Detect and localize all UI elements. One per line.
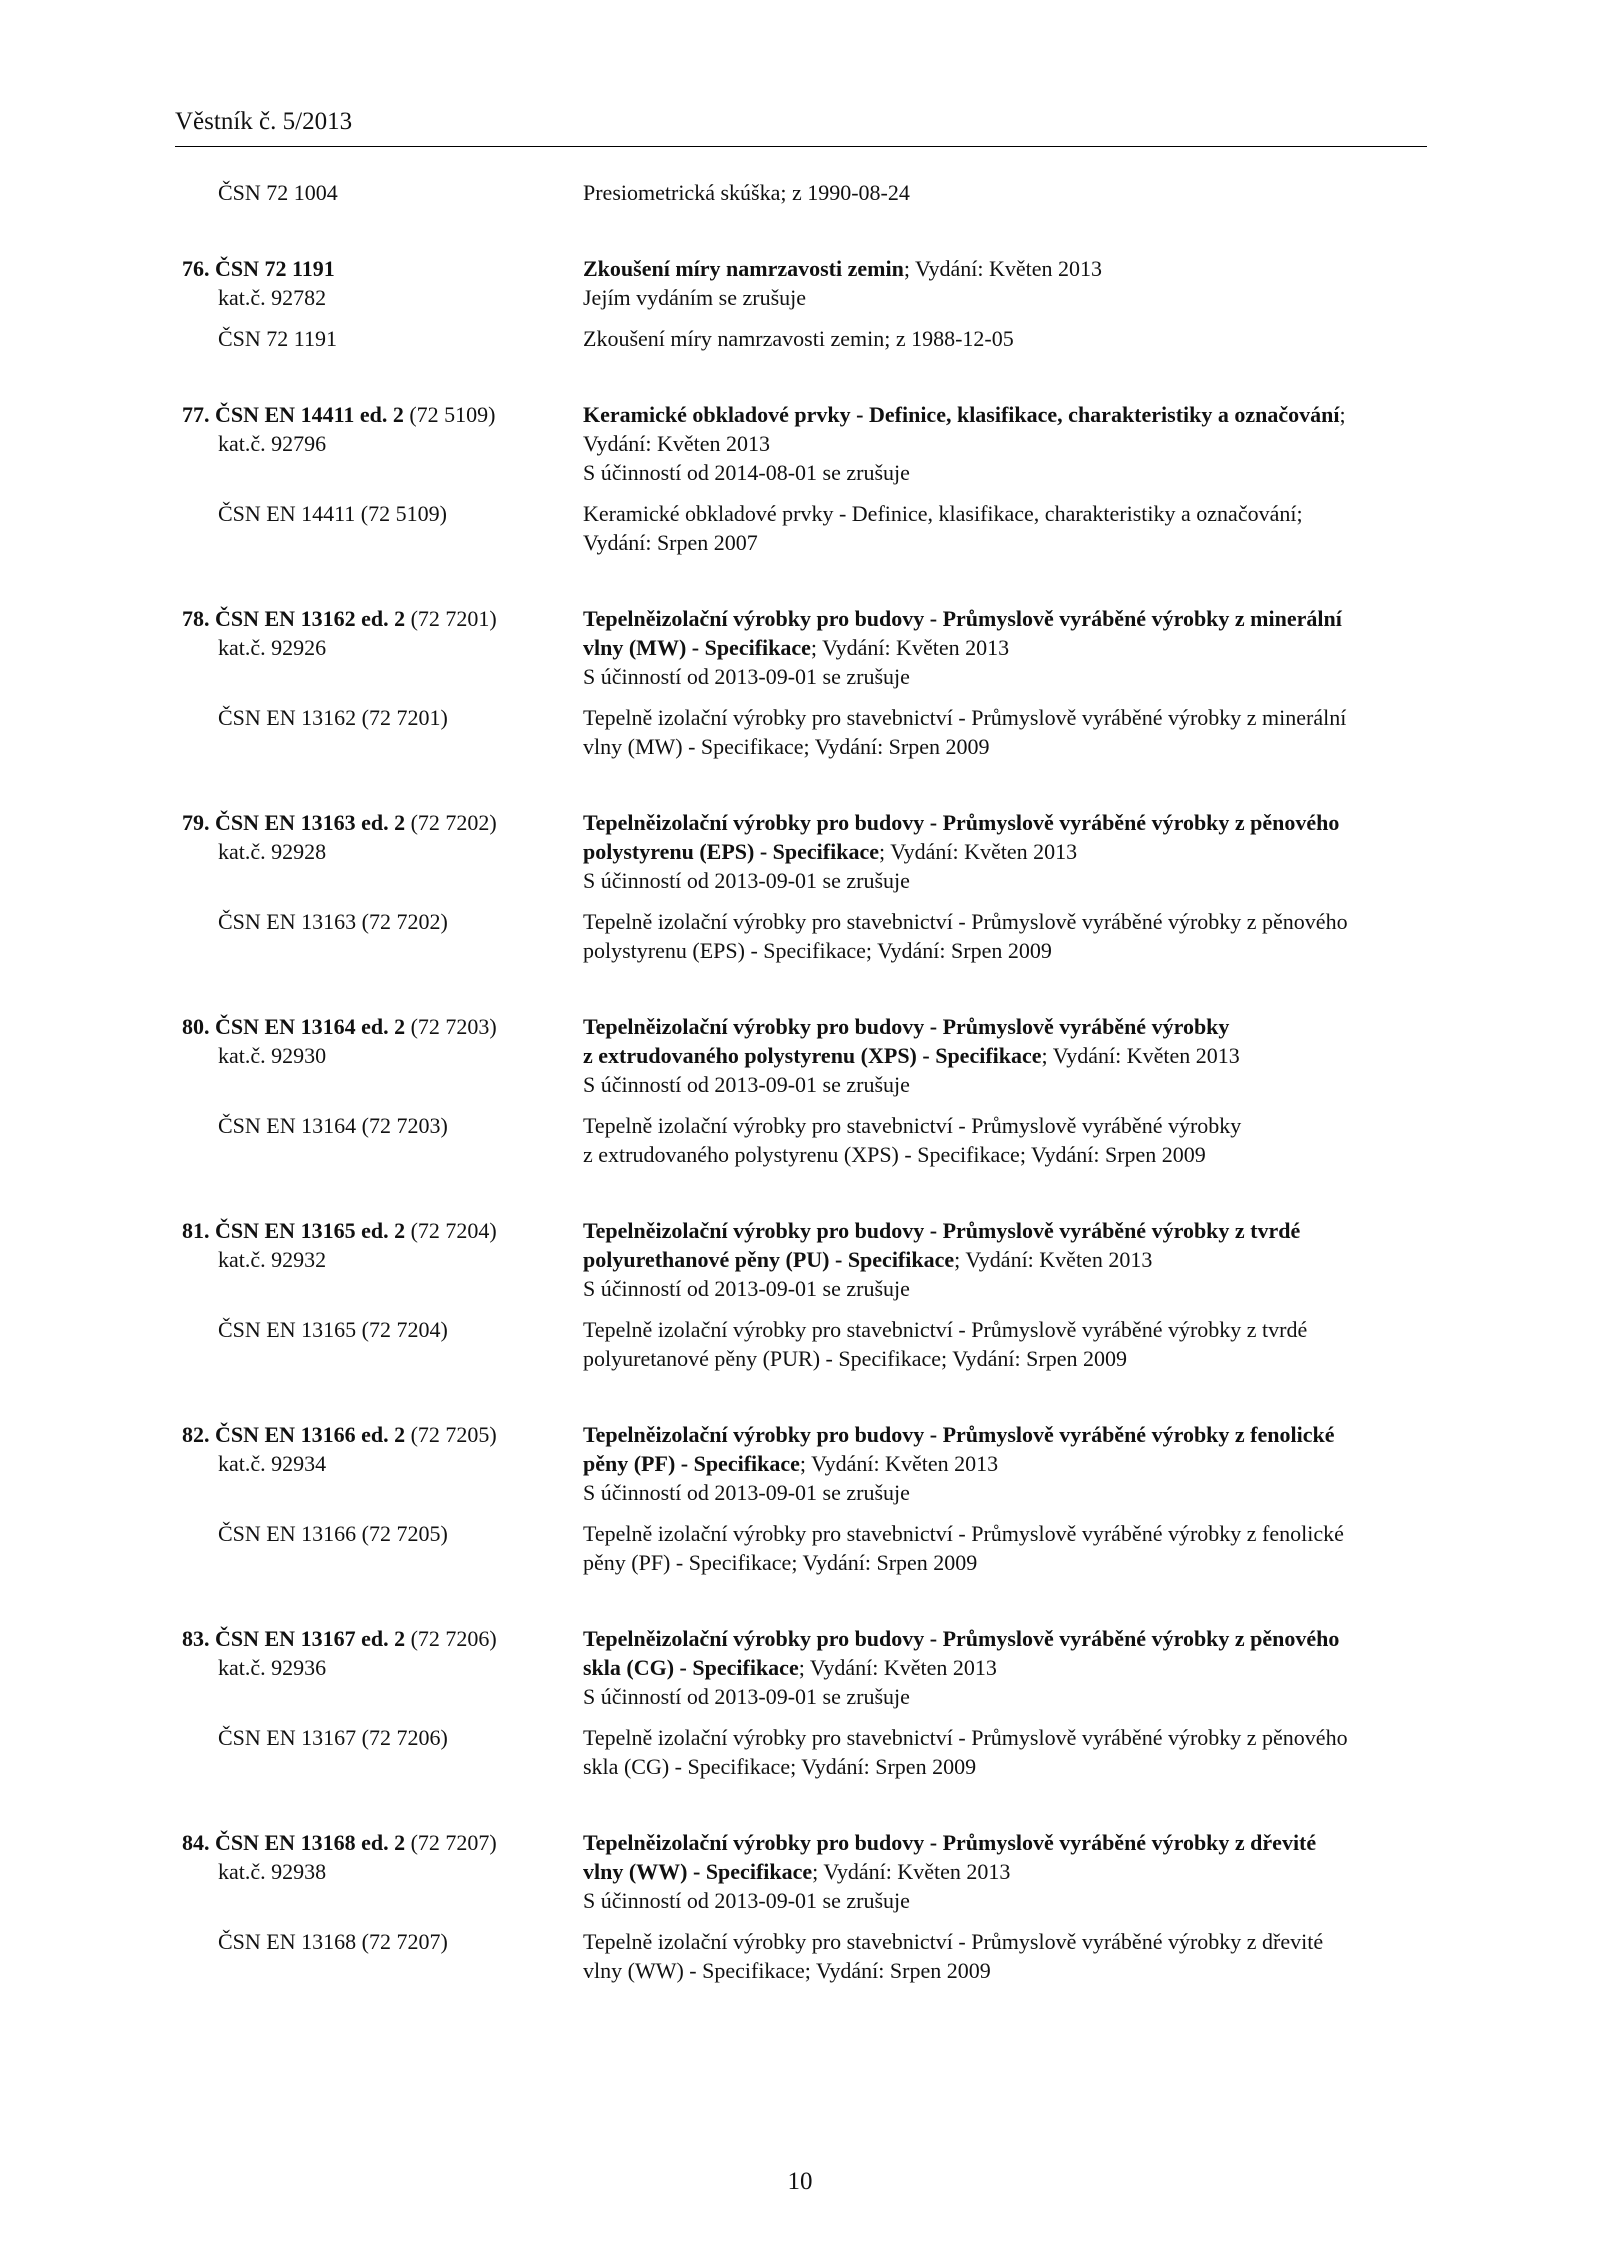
entry-title: Tepelněizolační výrobky pro budovy - Průmyslově vyráběné výrobky z minerální xyxy=(583,606,1342,631)
page-header-title: Věstník č. 5/2013 xyxy=(175,108,353,135)
empty-cell xyxy=(175,1956,583,1985)
entry-number: 81. xyxy=(182,1218,210,1243)
standard-entry xyxy=(175,1577,1427,1781)
entry-spacer xyxy=(175,965,1427,1012)
sub-spacer xyxy=(175,312,1427,324)
entry-title-cont: vlny (MW) - Specifikace xyxy=(583,635,811,660)
entry-spacer xyxy=(175,1577,1427,1624)
old-standard-line1: Keramické obkladové prvky - Definice, klasifikace, charakteristiky a označování; xyxy=(583,501,1303,526)
entry-title-cell xyxy=(583,1216,1427,1245)
entry-title-cell xyxy=(583,808,1427,837)
standard-entry xyxy=(175,1373,1427,1577)
entry-cat-row xyxy=(175,1857,1427,1886)
entry-status: S účinností od 2013-09-01 se zrušuje xyxy=(583,664,910,689)
old-standard-code: ČSN EN 13163 (72 7202) xyxy=(218,909,448,934)
old-standard-line1: Tepelně izolační výrobky pro stavebnictví - Průmyslově vyráběné výrobky xyxy=(583,1113,1242,1138)
old-standard-code: ČSN EN 13162 (72 7201) xyxy=(218,705,448,730)
sub-spacer xyxy=(175,895,1427,907)
old-standard-code: ČSN EN 13168 (72 7207) xyxy=(218,1929,448,1954)
old-entry-row-2 xyxy=(175,1344,1427,1373)
entry-number: 79. xyxy=(182,810,210,835)
entry-title-cell xyxy=(583,400,1427,429)
entry-cat: kat.č. 92930 xyxy=(218,1043,327,1068)
entry-cat-row xyxy=(175,429,1427,458)
entry-title-cell xyxy=(583,1624,1427,1653)
entry-issue-cont: Vydání: Květen 2013 xyxy=(583,431,770,456)
entry-title-cont-cell xyxy=(583,837,1427,866)
entry-status-row xyxy=(175,458,1427,487)
entry-issue-cont: ; Vydání: Květen 2013 xyxy=(798,1655,997,1680)
entry-code: ČSN EN 13162 ed. 2 xyxy=(215,606,406,631)
entry-status: S účinností od 2013-09-01 se zrušuje xyxy=(583,1276,910,1301)
empty-cell xyxy=(175,1140,583,1169)
entry-spacer xyxy=(175,1169,1427,1216)
entry-cat: kat.č. 92932 xyxy=(218,1247,327,1272)
entry-title-cell xyxy=(583,1012,1427,1041)
old-entry-row-2 xyxy=(175,1956,1427,1985)
entry-title-cont: polystyrenu (EPS) - Specifikace xyxy=(583,839,879,864)
entry-status-row xyxy=(175,1682,1427,1711)
entry-title-cont: z extrudovaného polystyrenu (XPS) - Specifikace xyxy=(583,1043,1042,1068)
entry-status: S účinností od 2013-09-01 se zrušuje xyxy=(583,1072,910,1097)
sub-spacer xyxy=(175,1915,1427,1927)
old-standard-line2: polyuretanové pěny (PUR) - Specifikace; Vydání: Srpen 2009 xyxy=(583,1346,1127,1371)
entry-issue-cont: ; Vydání: Květen 2013 xyxy=(812,1859,1011,1884)
entry-cat: kat.č. 92926 xyxy=(218,635,327,660)
entry-title-cell xyxy=(583,604,1427,633)
entry-issue-cont: ; Vydání: Květen 2013 xyxy=(810,635,1010,660)
entry-title-cont: polyurethanové pěny (PU) - Specifikace xyxy=(583,1247,955,1272)
entry-status-row xyxy=(175,1274,1427,1303)
empty-cell xyxy=(175,1886,583,1915)
standard-entry xyxy=(175,1781,1427,1985)
entry-title: Tepelněizolační výrobky pro budovy - Průmyslově vyráběné výrobky z tvrdé xyxy=(583,1218,1301,1243)
entry-cat-row xyxy=(175,283,1427,312)
entry-title-row xyxy=(175,1624,1427,1653)
old-standard-line2: pěny (PF) - Specifikace; Vydání: Srpen 2009 xyxy=(583,1550,978,1575)
entry-title-row xyxy=(175,604,1427,633)
old-standard-line1: Zkoušení míry namrzavosti zemin; z 1988-12-05 xyxy=(583,326,1014,351)
entry-title-cont: Jejím vydáním se zrušuje xyxy=(583,285,807,310)
entry-code-suffix: (72 7207) xyxy=(405,1830,497,1855)
entry-cat-row xyxy=(175,1449,1427,1478)
entry-code: ČSN EN 14411 ed. 2 xyxy=(215,402,404,427)
old-standard-line1: Tepelně izolační výrobky pro stavebnictví - Průmyslově vyráběné výrobky z minerální xyxy=(583,705,1347,730)
entry-code-cell xyxy=(175,1012,583,1041)
old-entry-row xyxy=(175,1723,1427,1752)
entry-status: S účinností od 2013-09-01 se zrušuje xyxy=(583,868,910,893)
entry-cat: kat.č. 92938 xyxy=(218,1859,327,1884)
sub-spacer xyxy=(175,1507,1427,1519)
old-entry-row xyxy=(175,907,1427,936)
old-standard-line1: Tepelně izolační výrobky pro stavebnictví - Průmyslově vyráběné výrobky z dřevité xyxy=(583,1929,1324,1954)
continued-row xyxy=(175,178,1427,207)
standard-entry xyxy=(175,353,1427,557)
entry-cat: kat.č. 92934 xyxy=(218,1451,327,1476)
entry-title-row xyxy=(175,254,1427,283)
entry-issue-cont: ; Vydání: Květen 2013 xyxy=(799,1451,999,1476)
entry-code: ČSN 72 1191 xyxy=(215,256,335,281)
entry-spacer xyxy=(175,353,1427,400)
entry-title-cont-cell xyxy=(583,283,1427,312)
entry-cat: kat.č. 92928 xyxy=(218,839,327,864)
entry-code-cell xyxy=(175,1624,583,1653)
sub-spacer xyxy=(175,1303,1427,1315)
old-standard-code: ČSN EN 13166 (72 7205) xyxy=(218,1521,448,1546)
entry-title-cell xyxy=(583,1420,1427,1449)
entry-cat: kat.č. 92782 xyxy=(218,285,327,310)
entry-cat-row xyxy=(175,1245,1427,1274)
entry-spacer xyxy=(175,1373,1427,1420)
sub-spacer xyxy=(175,487,1427,499)
entry-code-suffix: (72 7202) xyxy=(405,810,497,835)
empty-cell xyxy=(175,732,583,761)
entry-code: ČSN EN 13164 ed. 2 xyxy=(215,1014,406,1039)
entry-code-suffix: (72 7201) xyxy=(405,606,497,631)
entry-status-row xyxy=(175,1886,1427,1915)
old-entry-row-2 xyxy=(175,528,1427,557)
old-entry-row xyxy=(175,1315,1427,1344)
empty-cell xyxy=(175,662,583,691)
entry-code-cell xyxy=(175,1216,583,1245)
entry-code: ČSN EN 13168 ed. 2 xyxy=(215,1830,406,1855)
entry-code-cell xyxy=(175,1828,583,1857)
entry-code-cell xyxy=(175,808,583,837)
old-standard-code: ČSN EN 13165 (72 7204) xyxy=(218,1317,448,1342)
entry-status-row xyxy=(175,1478,1427,1507)
old-standard-line1: Tepelně izolační výrobky pro stavebnictví - Průmyslově vyráběné výrobky z tvrdé xyxy=(583,1317,1308,1342)
empty-cell xyxy=(175,1478,583,1507)
entry-code-cell xyxy=(175,1420,583,1449)
standard-entry xyxy=(175,965,1427,1169)
old-entry-row xyxy=(175,324,1427,353)
entry-title-cell xyxy=(583,254,1427,283)
standards-list xyxy=(175,178,1427,1985)
old-standard-line2: z extrudovaného polystyrenu (XPS) - Specifikace; Vydání: Srpen 2009 xyxy=(583,1142,1206,1167)
entry-title: Tepelněizolační výrobky pro budovy - Průmyslově vyráběné výrobky xyxy=(583,1014,1230,1039)
header-rule xyxy=(175,146,1427,147)
standard-entry xyxy=(175,207,1427,353)
entry-status: S účinností od 2013-09-01 se zrušuje xyxy=(583,1480,910,1505)
entry-title-cell xyxy=(583,1828,1427,1857)
standard-entry xyxy=(175,1169,1427,1373)
entry-cat-row xyxy=(175,633,1427,662)
entry-issue-cont: ; Vydání: Květen 2013 xyxy=(878,839,1078,864)
entry-code-cell xyxy=(175,604,583,633)
old-standard-line1: Tepelně izolační výrobky pro stavebnictví - Průmyslově vyráběné výrobky z pěnového xyxy=(583,1725,1348,1750)
entry-title-row xyxy=(175,1420,1427,1449)
entry-status: S účinností od 2014-08-01 se zrušuje xyxy=(583,460,910,485)
old-entry-row-2 xyxy=(175,1548,1427,1577)
empty-cell xyxy=(175,936,583,965)
page-number: 10 xyxy=(787,2168,813,2195)
entry-issue-cont: ; Vydání: Květen 2013 xyxy=(954,1247,1153,1272)
entry-code: ČSN EN 13166 ed. 2 xyxy=(215,1422,406,1447)
entry-title: Tepelněizolační výrobky pro budovy - Průmyslově vyráběné výrobky z dřevité xyxy=(583,1830,1317,1855)
entry-title: Keramické obkladové prvky - Definice, klasifikace, charakteristiky a označování xyxy=(583,402,1340,427)
entry-title-cont: skla (CG) - Specifikace xyxy=(583,1655,799,1680)
entry-list xyxy=(175,207,1427,1985)
entry-title-cont-cell xyxy=(583,1041,1427,1070)
old-standard-line1: Tepelně izolační výrobky pro stavebnictví - Průmyslově vyráběné výrobky z pěnového xyxy=(583,909,1348,934)
entry-cat: kat.č. 92796 xyxy=(218,431,327,456)
old-standard-line2: polystyrenu (EPS) - Specifikace; Vydání: Srpen 2009 xyxy=(583,938,1052,963)
entry-code: ČSN EN 13163 ed. 2 xyxy=(215,810,406,835)
entry-cat-row xyxy=(175,837,1427,866)
entry-spacer xyxy=(175,557,1427,604)
entry-title-cont-cell xyxy=(583,633,1427,662)
entry-title-row xyxy=(175,1828,1427,1857)
entry-code-suffix: (72 5109) xyxy=(403,402,496,427)
old-entry-row xyxy=(175,1519,1427,1548)
empty-cell xyxy=(175,458,583,487)
entry-title-cont-cell xyxy=(583,1653,1427,1682)
entry-issue: ; Vydání: Květen 2013 xyxy=(903,256,1103,281)
entry-issue: ; xyxy=(1339,402,1346,427)
empty-cell xyxy=(175,866,583,895)
empty-cell xyxy=(175,1682,583,1711)
entry-code-cell xyxy=(175,400,583,429)
entry-cat-row xyxy=(175,1653,1427,1682)
entry-status-row xyxy=(175,662,1427,691)
entry-issue-cont: ; Vydání: Květen 2013 xyxy=(1041,1043,1240,1068)
old-entry-row xyxy=(175,703,1427,732)
entry-cat: kat.č. 92936 xyxy=(218,1655,327,1680)
old-entry-row xyxy=(175,499,1427,528)
entry-code-suffix: (72 7203) xyxy=(405,1014,497,1039)
empty-cell xyxy=(175,528,583,557)
old-entry-row xyxy=(175,1111,1427,1140)
entry-code-cell xyxy=(175,254,583,283)
entry-code-suffix: (72 7204) xyxy=(405,1218,497,1243)
old-standard-code: ČSN EN 14411 (72 5109) xyxy=(218,501,447,526)
old-standard-line2: Vydání: Srpen 2007 xyxy=(583,530,758,555)
entry-number: 82. xyxy=(182,1422,210,1447)
entry-number: 76. xyxy=(182,256,210,281)
entry-title-row xyxy=(175,808,1427,837)
empty-cell xyxy=(175,1344,583,1373)
entry-title-cont: vlny (WW) - Specifikace xyxy=(583,1859,813,1884)
entry-number: 77. xyxy=(182,402,210,427)
empty-cell xyxy=(175,1752,583,1781)
old-entry-row-2 xyxy=(175,1140,1427,1169)
old-entry-row-2 xyxy=(175,1752,1427,1781)
entry-title-cont: pěny (PF) - Specifikace xyxy=(583,1451,800,1476)
entry-spacer xyxy=(175,1781,1427,1828)
entry-number: 78. xyxy=(182,606,210,631)
entry-status: S účinností od 2013-09-01 se zrušuje xyxy=(583,1684,910,1709)
standard-entry xyxy=(175,557,1427,761)
entry-spacer xyxy=(175,761,1427,808)
standard-entry xyxy=(175,761,1427,965)
entry-number: 84. xyxy=(182,1830,210,1855)
old-entry-row xyxy=(175,1927,1427,1956)
old-standard-line2: skla (CG) - Specifikace; Vydání: Srpen 2009 xyxy=(583,1754,977,1779)
entry-title: Tepelněizolační výrobky pro budovy - Průmyslově vyráběné výrobky z pěnového xyxy=(583,1626,1340,1651)
entry-status-row xyxy=(175,866,1427,895)
entry-number: 83. xyxy=(182,1626,210,1651)
entry-title-cont-cell xyxy=(583,429,1427,458)
old-standard-text: Presiometrická skúška; z 1990-08-24 xyxy=(583,180,910,205)
empty-cell xyxy=(175,1548,583,1577)
old-standard-code: ČSN 72 1191 xyxy=(218,326,337,351)
entry-status-row xyxy=(175,1070,1427,1099)
old-standard-code: ČSN EN 13164 (72 7203) xyxy=(218,1113,448,1138)
entry-title-cont-cell xyxy=(583,1449,1427,1478)
entry-title: Tepelněizolační výrobky pro budovy - Průmyslově vyráběné výrobky z fenolické xyxy=(583,1422,1335,1447)
entry-title-row xyxy=(175,1012,1427,1041)
entry-code-suffix: (72 7205) xyxy=(405,1422,497,1447)
old-entry-row-2 xyxy=(175,732,1427,761)
old-standard-line1: Tepelně izolační výrobky pro stavebnictví - Průmyslově vyráběné výrobky z fenolické xyxy=(583,1521,1344,1546)
entry-cat-row xyxy=(175,1041,1427,1070)
empty-cell xyxy=(175,1070,583,1099)
old-standard-line2: vlny (WW) - Specifikace; Vydání: Srpen 2009 xyxy=(583,1958,991,1983)
old-entry-row-2 xyxy=(175,936,1427,965)
entry-code-suffix: (72 7206) xyxy=(405,1626,497,1651)
old-standard-line2: vlny (MW) - Specifikace; Vydání: Srpen 2009 xyxy=(583,734,990,759)
sub-spacer xyxy=(175,1711,1427,1723)
old-standard-code: ČSN EN 13167 (72 7206) xyxy=(218,1725,448,1750)
sub-spacer xyxy=(175,691,1427,703)
entry-title-row xyxy=(175,400,1427,429)
entry-title-cont-cell xyxy=(583,1245,1427,1274)
entry-title: Zkoušení míry namrzavosti zemin xyxy=(583,256,904,281)
entry-number: 80. xyxy=(182,1014,210,1039)
entry-title: Tepelněizolační výrobky pro budovy - Průmyslově vyráběné výrobky z pěnového xyxy=(583,810,1340,835)
entry-code: ČSN EN 13167 ed. 2 xyxy=(215,1626,406,1651)
entry-spacer xyxy=(175,207,1427,254)
sub-spacer xyxy=(175,1099,1427,1111)
entry-status: S účinností od 2013-09-01 se zrušuje xyxy=(583,1888,910,1913)
old-standard-code: ČSN 72 1004 xyxy=(218,180,338,205)
entry-code: ČSN EN 13165 ed. 2 xyxy=(215,1218,406,1243)
entry-title-row xyxy=(175,1216,1427,1245)
empty-cell xyxy=(175,1274,583,1303)
entry-title-cont-cell xyxy=(583,1857,1427,1886)
